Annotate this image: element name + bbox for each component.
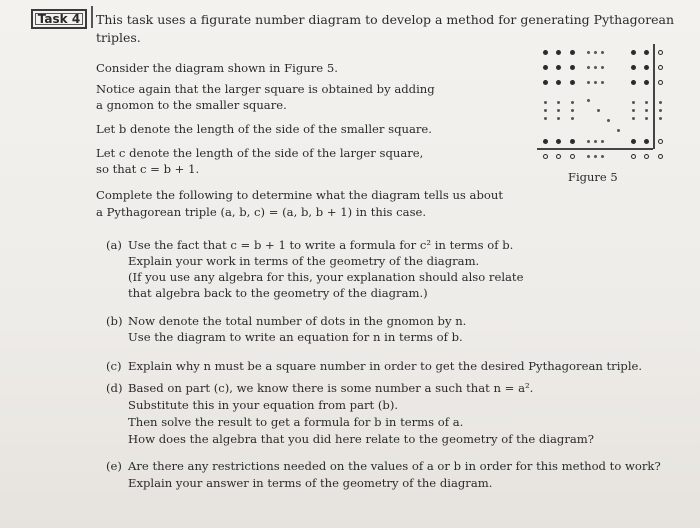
ellipsis-dot [571, 117, 574, 120]
task-divider [91, 6, 93, 28]
gnomon-dot [543, 154, 548, 159]
ellipsis-dot [587, 99, 590, 102]
paragraph-gnomon-2: a gnomon to the smaller square. [96, 98, 287, 112]
square-dot [570, 80, 575, 85]
figure-caption: Figure 5 [568, 170, 618, 184]
figure-5-dot-diagram [533, 38, 673, 168]
paragraph-define-b: Let b denote the length of the side of the smaller square. [96, 122, 432, 136]
gnomon-dot [658, 65, 663, 70]
task-label: Task 4 [31, 9, 87, 29]
gnomon-dot [658, 154, 663, 159]
square-dot [631, 65, 636, 70]
square-dot [543, 65, 548, 70]
ellipsis-dot [607, 119, 610, 122]
ellipsis-dot [659, 117, 662, 120]
ellipsis-dot [632, 109, 635, 112]
part-a-line-2: Explain your work in terms of the geometry of the diagram. [128, 254, 480, 268]
paragraph-define-c: Let c denote the length of the side of the larger square, [96, 146, 424, 160]
part-a-line-3: (If you use any algebra for this, your explanation should also relate [128, 270, 524, 284]
ellipsis-dot [594, 81, 597, 84]
ellipsis-dot [594, 66, 597, 69]
paragraph-gnomon-1: Notice again that the larger square is obtained by adding [96, 82, 435, 96]
ellipsis-dot [544, 109, 547, 112]
gnomon-dot [570, 154, 575, 159]
ellipsis-dot [544, 117, 547, 120]
part-a-line-1: Use the fact that c = b + 1 to write a formula for c² in terms of b. [128, 238, 514, 252]
part-a-line-4: that algebra back to the geometry of the diagram.) [128, 286, 428, 300]
paragraph-c-equals: so that c = b + 1. [96, 162, 200, 176]
gnomon-separator-horizontal [537, 148, 653, 150]
part-b-label: (b) [106, 314, 123, 328]
ellipsis-dot [557, 117, 560, 120]
square-dot [556, 50, 561, 55]
ellipsis-dot [601, 66, 604, 69]
square-dot [644, 65, 649, 70]
paragraph-complete-2: a Pythagorean triple (a, b, c) = (a, b, b + 1) in this case. [96, 205, 427, 219]
part-e-line-1: Are there any restrictions needed on the values of a or b in order for this method to work? [128, 459, 661, 473]
ellipsis-dot [601, 81, 604, 84]
part-b-line-2: Use the diagram to write an equation for n in terms of b. [128, 330, 463, 344]
square-dot [631, 139, 636, 144]
ellipsis-dot [571, 101, 574, 104]
ellipsis-dot [557, 101, 560, 104]
square-dot [556, 80, 561, 85]
part-d-line-1: Based on part (c), we know there is some number a such that n = a². [128, 381, 534, 395]
square-dot [556, 65, 561, 70]
ellipsis-dot [601, 51, 604, 54]
ellipsis-dot [645, 117, 648, 120]
square-dot [543, 50, 548, 55]
gnomon-separator-vertical [653, 44, 655, 149]
paragraph-complete-1: Complete the following to determine what the diagram tells us about [96, 188, 503, 202]
square-dot [644, 80, 649, 85]
gnomon-dot [658, 80, 663, 85]
ellipsis-dot [632, 101, 635, 104]
part-d-line-2: Substitute this in your equation from part (b). [128, 398, 399, 412]
ellipsis-dot [587, 140, 590, 143]
part-d-line-3: Then solve the result to get a formula for b in terms of a. [128, 415, 464, 429]
square-dot [644, 139, 649, 144]
part-c-label: (c) [106, 359, 122, 373]
gnomon-dot [658, 139, 663, 144]
ellipsis-dot [594, 51, 597, 54]
gnomon-dot [631, 154, 636, 159]
ellipsis-dot [587, 81, 590, 84]
ellipsis-dot [594, 140, 597, 143]
ellipsis-dot [587, 155, 590, 158]
ellipsis-dot [645, 109, 648, 112]
ellipsis-dot [601, 140, 604, 143]
ellipsis-dot [632, 117, 635, 120]
square-dot [556, 139, 561, 144]
part-d-line-4: How does the algebra that you did here relate to the geometry of the diagram? [128, 432, 594, 446]
square-dot [543, 80, 548, 85]
ellipsis-dot [544, 101, 547, 104]
square-dot [570, 139, 575, 144]
gnomon-dot [644, 154, 649, 159]
part-e-label: (e) [106, 459, 122, 473]
part-a-label: (a) [106, 238, 122, 252]
ellipsis-dot [571, 109, 574, 112]
ellipsis-dot [557, 109, 560, 112]
square-dot [631, 50, 636, 55]
paragraph-figure-reference: Consider the diagram shown in Figure 5. [96, 61, 338, 75]
gnomon-dot [658, 50, 663, 55]
part-b-line-1: Now denote the total number of dots in the gnomon by n. [128, 314, 467, 328]
gnomon-dot [556, 154, 561, 159]
ellipsis-dot [659, 101, 662, 104]
part-c-line-1: Explain why n must be a square number in order to get the desired Pythagorean triple. [128, 359, 643, 373]
ellipsis-dot [587, 51, 590, 54]
part-d-label: (d) [106, 381, 123, 395]
square-dot [570, 50, 575, 55]
part-e-line-2: Explain your answer in terms of the geometry of the diagram. [128, 476, 493, 490]
square-dot [644, 50, 649, 55]
ellipsis-dot [617, 129, 620, 132]
ellipsis-dot [594, 155, 597, 158]
square-dot [631, 80, 636, 85]
ellipsis-dot [645, 101, 648, 104]
task-intro: This task uses a figurate number diagram to develop a method for generating Pythagorean triples. [96, 12, 675, 45]
square-dot [570, 65, 575, 70]
ellipsis-dot [587, 66, 590, 69]
square-dot [543, 139, 548, 144]
ellipsis-dot [601, 155, 604, 158]
ellipsis-dot [597, 109, 600, 112]
ellipsis-dot [659, 109, 662, 112]
